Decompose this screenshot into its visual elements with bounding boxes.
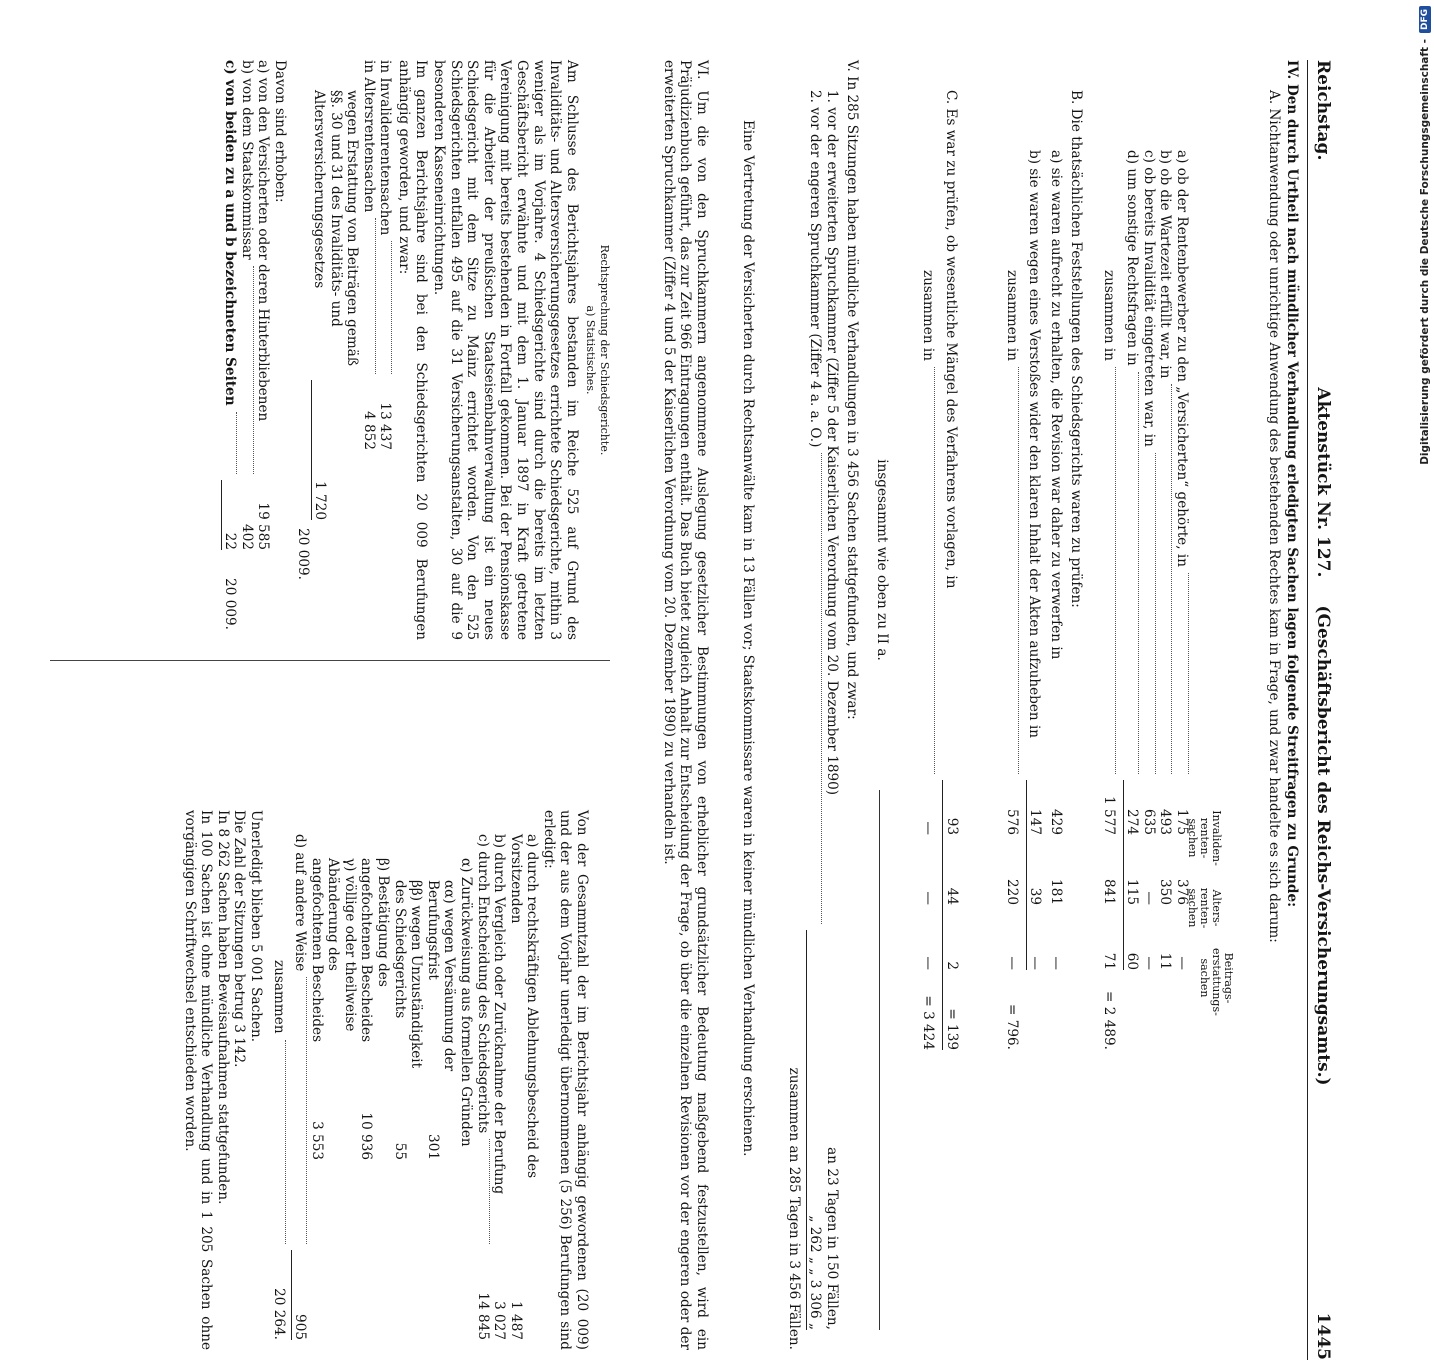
row-label: a) sie waren aufrecht zu erhalten, die Revision war daher zu verwerfen in: [1048, 150, 1064, 660]
section-vi: VI. Um die von den Spruchkammern angenommene Auslegung gesetzlicher Bestimmungen von erheblicher grundsätzlicher Bedeutung maßgebend festzustellen, wird ein Präjudizienbuch geführt, das zur Zeit 966 Eintragungen enthält. Das Buch bietet zugleich Anhalt zur Entscheidung der Frage, ob über die einzelnen Revisionen vor der engeren oder der erweiterten Spruchkammer (Ziffer 4 und 5 der Kaiserlichen Verordnung vom 20. Dezember 1890) zu verhandeln ist.: [660, 60, 710, 1350]
total-value: 20 009.: [294, 528, 311, 580]
berufungen-table: [294, 60, 393, 640]
cell: 10 936: [358, 1112, 375, 1160]
cell: —: [920, 891, 937, 905]
cell: 841: [1100, 879, 1117, 905]
row-label: b) ob die Wartezeit erfüllt war, in: [1157, 150, 1174, 379]
table-row: [360, 60, 377, 640]
cell: 115: [1123, 835, 1141, 905]
table-c: [920, 90, 960, 1300]
row-label: a) von den Versicherten oder deren Hinterbliebenen: [255, 60, 272, 422]
list-item-label: 1. vor der erweiterten Spruchkammer (Ziffer 5 der Kaiserlichen Verordnung vom 20. Dezember 1890): [824, 90, 840, 796]
table-total-row: [1100, 150, 1117, 1300]
section-iv-intro: [1283, 60, 1300, 1350]
total-label: zusammen in: [1100, 270, 1117, 362]
row-sum: = 139: [942, 970, 960, 1050]
row-label: b) durch Vergleich oder Zurücknahme der Berufung: [491, 834, 508, 1195]
digitization-stamp: [1412, 6, 1434, 991]
cell: 181: [1048, 879, 1064, 905]
table-total-row: [1003, 150, 1020, 1300]
cell: 1 577: [1100, 796, 1117, 835]
cell: 350: [1157, 879, 1174, 905]
list-item-label: 2. vor der engeren Spruchkammer (Ziffer 4 a. a. O.): [807, 90, 824, 448]
dfg-logo: DFG: [1419, 6, 1431, 33]
row-label: c) ob bereits Invalidität eingetreten war, in: [1140, 150, 1157, 447]
davon-heading: Davon sind erhoben:: [271, 60, 288, 203]
table-a: [1100, 150, 1190, 1300]
cell: —: [1026, 905, 1044, 970]
cell: 13 437: [377, 402, 394, 450]
total-label: zusammen: [270, 960, 287, 1034]
insgesammt-line: insgesammt wie oben zu II a.: [874, 459, 890, 661]
table-total-row: [920, 90, 937, 1300]
list-item-values: „ 262 „ „ 3 306 „: [806, 930, 824, 1330]
row-label: in Invalidenrentensachen: [377, 60, 394, 236]
row-label: a) durch rechtskräftigen Ablehnungsbescheid des Vorsitzenden: [507, 834, 541, 1179]
table-row: [491, 810, 508, 1350]
cell: 14 845: [474, 1292, 491, 1340]
list-item-values: an 23 Tagen in 150 Fällen,: [824, 1147, 840, 1330]
table-row: [255, 60, 272, 640]
running-header: [1312, 60, 1352, 1360]
cell: 220: [1003, 879, 1020, 905]
table-row: [942, 90, 960, 1300]
row-label: c) von beiden zu a und b bezeichneten Seiten: [222, 60, 239, 406]
list-item: [823, 90, 840, 1350]
section-iv-a-intro: A. Nichtanwendung oder unrichtige Anwendung des bestehenden Rechtes kam in Frage, und zwar handelte es sich darum:: [1266, 90, 1282, 943]
cell: 44: [942, 835, 960, 905]
col-head-invaliden: Invaliden-renten-sachen: [1185, 810, 1223, 866]
cell: 11: [1157, 952, 1174, 970]
cell: 376: [1174, 879, 1190, 905]
total-label: zusammen in: [920, 270, 937, 362]
table-row: [291, 810, 309, 1350]
cell: —: [1003, 956, 1020, 970]
section-iv-heading: IV. Den durch Urtheil nach mündlicher Verhandlung erledigten Sachen lagen folgende Streitfragen zu Grunde:: [1284, 60, 1300, 908]
row-label: b) von dem Staatskommissar: [238, 60, 255, 260]
cell: 402: [238, 524, 255, 550]
page-number: 1445: [1312, 1312, 1333, 1360]
table-total-row: [294, 60, 311, 640]
cell: 71: [1100, 952, 1117, 970]
table-row: [1140, 150, 1157, 1300]
col-head-alters: Alters-renten-sachen: [1185, 887, 1223, 929]
cell: 274: [1123, 780, 1141, 835]
table-row: [424, 810, 457, 1350]
cell: 429: [1048, 809, 1064, 835]
cell: —: [1140, 956, 1157, 970]
tail-line: In 100 Sachen ist ohne mündliche Verhandlung und in 1 205 Sachen ohne vorgängigen Schriftwechsel entschieden worden.: [181, 810, 215, 1350]
cell: 2: [942, 905, 960, 970]
cell: —: [1140, 891, 1157, 905]
table-row: [1026, 150, 1044, 1300]
row-label: αα) wegen Versäumung der Berufungsfrist: [424, 880, 458, 1072]
table-row: [377, 60, 394, 640]
rechtsprechung-column: [221, 60, 610, 640]
row-label: γ) völlige oder theilweise Abänderung des angefochtenen Bescheides: [308, 858, 358, 1043]
table-row: [311, 60, 361, 640]
table-row: [238, 60, 255, 640]
erledigung-intro: Von der Gesammtzahl der im Berichtsjahr anhängig gewordenen (20 009) und der aus dem Vorjahr unerledigt übernommenen (5 256) Berufungen sind erledigt:: [540, 810, 590, 1350]
col-head-beitrag: Beitrags-erstattungs-sachen: [1197, 948, 1235, 1016]
table-row: [1157, 150, 1174, 1300]
cell: 576: [1003, 809, 1020, 835]
table-row: [308, 810, 358, 1350]
table-row: [507, 810, 540, 1350]
table-b: [1003, 150, 1064, 1300]
table-row: [1173, 150, 1190, 1300]
row-label: a) ob der Rentenbewerber zu den „Versicherten“ gehörte, in: [1174, 150, 1190, 567]
rechtsprechung-para-1: Am Schlusse des Berichtsjahres bestanden im Reiche 525 auf Grund des Invaliditäts- und Altersversicherungsgesetzes errichtete Schiedsgerichte, mithin 3 weniger als im Vorjahre. 4 Schiedsgerichte sind durch die bereits im letzten Geschäftsbericht erwähnte und mit dem 1. Januar 1897 in Kraft getretene Vereinigung mit bereits bestehenden in Fortfall gekommen. Bei der Pensionskasse für die Arbeiter der preußischen Staatseisenbahnverwaltung ist ein neues Schiedsgericht mit dem Sitze zu Mainz errichtet worden. Von den 525 Schiedsgerichten entfallen 495 auf die 31 Versicherungsanstalten, 30 auf die 9 besonderen Kasseneinrichtungen.: [431, 60, 580, 640]
total-value: 20 264.: [270, 1288, 287, 1340]
header-document-number: Aktenstück Nr. 127.: [1312, 387, 1333, 578]
column-separator: [50, 660, 610, 661]
table-row: [391, 810, 424, 1350]
header-center: [1312, 387, 1333, 1085]
table-row: [1123, 150, 1141, 1300]
cell: —: [920, 821, 937, 835]
tail-line: In 8 262 Sachen haben Beweisaufnahmen stattgefunden.: [214, 810, 231, 1205]
divider: [879, 790, 880, 1330]
total-label: zusammen in: [1003, 270, 1020, 362]
cell: 175: [1174, 809, 1190, 835]
cell: 147: [1026, 780, 1044, 835]
cell: 19 585: [255, 502, 272, 550]
list-item: [806, 90, 824, 1350]
row-label: ββ) wegen Unzuständigkeit des Schiedsgerichts: [391, 880, 425, 1069]
section-v-intro: V. In 285 Sitzungen haben mündliche Verhandlungen in 3 456 Sachen stattgefunden, und zwar:: [844, 60, 860, 720]
tail-line: Die Zahl der Sitzungen betrug 3 142.: [231, 810, 248, 1068]
cell: 905: [291, 1250, 309, 1340]
row-label: b) sie waren wegen eines Verstoßes wider den klaren Inhalt der Akten aufzuheben in: [1026, 150, 1043, 739]
cell: 60: [1123, 905, 1141, 970]
cell: 3 027: [491, 1301, 508, 1340]
header-document-title: (Geschäftsbericht des Reichs-Versicherungsamts.): [1312, 605, 1333, 1086]
table-total-row: [270, 810, 287, 1350]
erledigung-column: [181, 810, 590, 1350]
row-label: wegen Erstattung von Beiträgen gemäß §§. 30 und 31 des Invaliditäts- und Altersversicherungsgesetzes: [311, 90, 361, 366]
davon-table: [221, 60, 272, 640]
header-left: Reichstag.: [1312, 60, 1333, 161]
row-label: c) durch Entscheidung des Schiedsgerichts: [474, 834, 491, 1134]
section-iv-b-intro: B. Die thatsächlichen Feststellungen des Schiedsgerichts waren zu prüfen:: [1068, 90, 1084, 608]
section-v-total: zusammen an 285 Tagen in 3 456 Fällen.: [785, 1067, 802, 1350]
row-label: in Altersrentensachen: [360, 60, 377, 213]
section-v-list: [785, 90, 840, 1350]
rechtsprechung-subtitle: a) Statistisches.: [583, 305, 597, 395]
cell: —: [920, 956, 937, 970]
tail-line: Unerledigt blieben 5 001 Sachen.: [248, 810, 265, 1043]
section-v-note: Eine Vertretung der Versicherten durch Rechtsanwälte kam in 13 Fällen vor; Staatskommissare waren in keiner mündlichen Verhandlung erschienen.: [740, 120, 756, 1157]
table-row: [221, 60, 239, 640]
rechtsprechung-para-2: Im ganzen Berichtsjahre sind bei den Schiedsgerichten 20 009 Berufungen anhängig geworden, und zwar:: [396, 60, 429, 640]
row-label: d) um sonstige Rechtsfragen in: [1124, 150, 1141, 366]
cell: 22: [221, 480, 239, 550]
row-label: d) auf andere Weise: [292, 834, 309, 972]
cell: 55: [391, 1142, 408, 1160]
table-row: [1047, 150, 1064, 1300]
table-row: [474, 810, 491, 1350]
alpha-heading: α) Zurückweisung aus formellen Gründen: [457, 858, 474, 1147]
cell: 301: [424, 1134, 441, 1160]
cell: 39: [1026, 835, 1044, 905]
row-sum: = 3 424: [920, 995, 937, 1050]
cell: 4 852: [360, 411, 377, 450]
row-sum: = 2 489.: [1100, 991, 1117, 1050]
cell: 3 553: [308, 1121, 325, 1160]
total-value: 20 009.: [222, 578, 239, 630]
row-label: C. Es war zu prüfen, ob wesentliche Mängel des Verfahrens vorlagen, in: [943, 90, 959, 589]
rechtsprechung-title: Rechtsprechung der Schiedsgerichte.: [598, 244, 611, 456]
row-sum: = 796.: [1003, 1004, 1020, 1050]
cell: —: [1048, 956, 1064, 970]
cell: 1 720: [311, 380, 329, 520]
cell: 493: [1157, 809, 1174, 835]
stamp-text: Digitalisierung gefördert durch die Deutsche Forschungsgemeinschaft -: [1419, 39, 1431, 465]
cell: 635: [1140, 809, 1157, 835]
header-rule: [1307, 60, 1308, 1360]
table-row: [358, 810, 391, 1350]
cell: 1 487: [507, 1301, 524, 1340]
cell: —: [1174, 956, 1190, 970]
cell: 93: [942, 780, 960, 835]
row-label: β) Bestätigung des angefochtenen Bescheides: [358, 858, 392, 1043]
